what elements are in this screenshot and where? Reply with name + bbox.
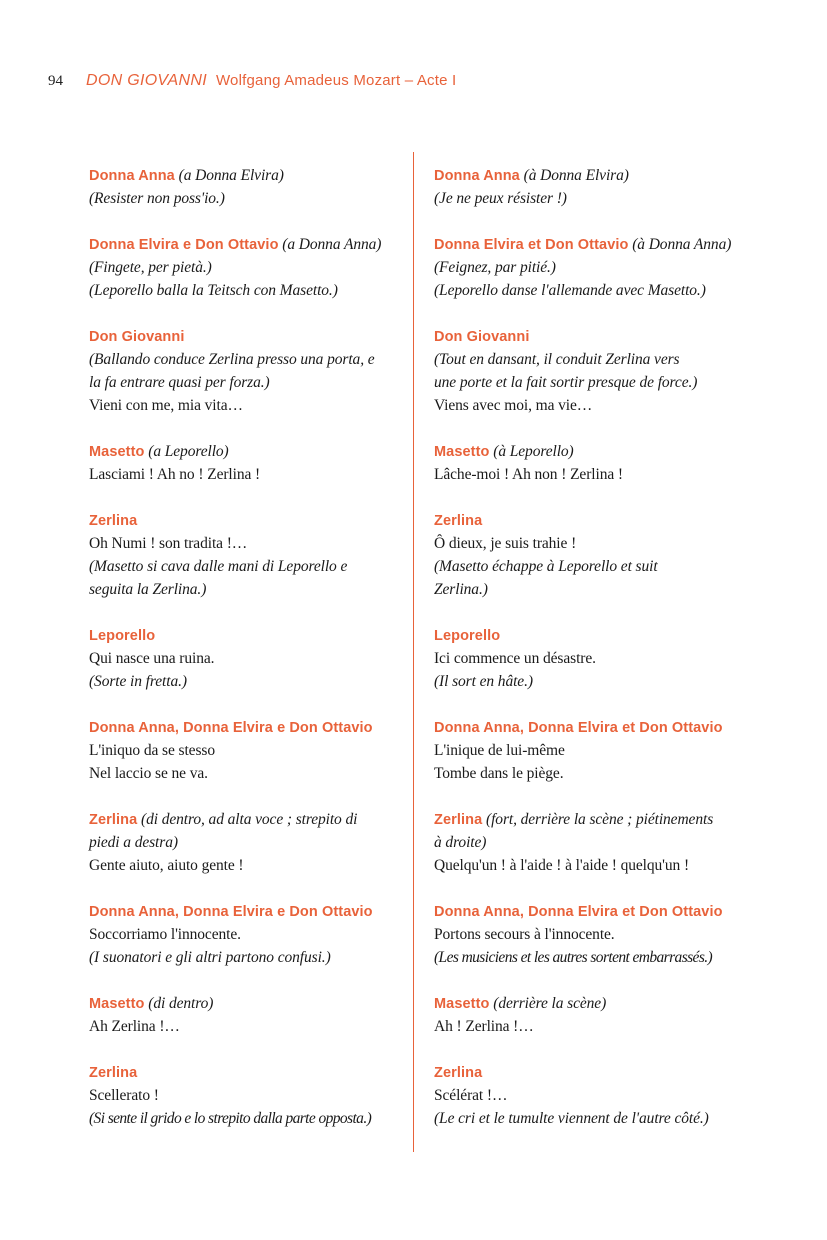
sung-line: Vieni con me, mia vita… <box>89 397 243 414</box>
speaker-name: Zerlina <box>434 812 483 828</box>
dialogue-block <box>89 440 401 486</box>
sung-line: Scélérat !… <box>434 1087 508 1104</box>
speaker-name: Don Giovanni <box>89 329 185 345</box>
speaker-line <box>89 900 401 923</box>
work-subtitle: Wolfgang Amadeus Mozart – Acte I <box>215 72 457 89</box>
dialogue-block <box>434 808 749 877</box>
sung-line: Ah ! Zerlina !… <box>434 1018 534 1035</box>
dialogue-block <box>89 233 401 302</box>
stage-direction: (Feignez, par pitié.) <box>434 259 556 276</box>
dialogue-block <box>89 509 401 601</box>
speaker-line <box>434 624 749 647</box>
stage-direction: piedi a destra) <box>89 834 178 851</box>
stage-direction: (Masetto échappe à Leporello et suit <box>434 558 658 575</box>
speaker-name: Don Giovanni <box>434 329 530 345</box>
speaker-name: Masetto <box>434 996 490 1012</box>
dialogue-block <box>434 440 749 486</box>
column-divider <box>413 152 414 1152</box>
stage-direction: (Sorte in fretta.) <box>89 673 187 690</box>
speaker-line <box>89 440 401 463</box>
speaker-name: Masetto <box>89 996 145 1012</box>
speaker-line <box>434 509 749 532</box>
sung-line: Quelqu'un ! à l'aide ! à l'aide ! quelqu'un ! <box>434 857 690 874</box>
sung-line: Ô dieux, je suis trahie ! <box>434 535 577 552</box>
sung-line: Lasciami ! Ah no ! Zerlina ! <box>89 466 261 483</box>
dialogue-block <box>434 624 749 693</box>
speaker-line <box>434 900 749 923</box>
speaker-line <box>89 509 401 532</box>
speaker-line <box>434 992 749 1015</box>
stage-direction: (Si sente il grido e lo strepito dalla parte opposta.) <box>89 1110 372 1127</box>
sung-line: Viens avec moi, ma vie… <box>434 397 593 414</box>
speaker-name: Donna Anna, Donna Elvira e Don Ottavio <box>89 720 373 736</box>
sung-line: L'iniquo da se stesso <box>89 742 215 759</box>
sung-line: Oh Numi ! son tradita !… <box>89 535 248 552</box>
dialogue-block <box>434 325 749 417</box>
speaker-name: Donna Elvira et Don Ottavio <box>434 237 629 253</box>
speaker-name: Donna Anna <box>89 168 175 184</box>
speaker-name: Donna Anna, Donna Elvira et Don Ottavio <box>434 904 723 920</box>
stage-direction: (Resister non poss'io.) <box>89 190 225 207</box>
speaker-line <box>89 233 401 256</box>
stage-direction: une porte et la fait sortir presque de force.) <box>434 374 698 391</box>
dialogue-block <box>434 233 749 302</box>
stage-direction: (di dentro) <box>144 995 214 1012</box>
work-title: DON GIOVANNI <box>86 72 207 89</box>
sung-line: Ah Zerlina !… <box>89 1018 180 1035</box>
dialogue-block <box>89 1061 401 1130</box>
sung-line: Nel laccio se ne va. <box>89 765 208 782</box>
sung-line: Portons secours à l'innocente. <box>434 926 615 943</box>
stage-direction: à droite) <box>434 834 487 851</box>
speaker-line <box>434 808 749 831</box>
stage-direction: (Leporello danse l'allemande avec Masetto.) <box>434 282 706 299</box>
speaker-line <box>89 716 401 739</box>
sung-line: Lâche-moi ! Ah non ! Zerlina ! <box>434 466 623 483</box>
dialogue-block <box>89 808 401 877</box>
speaker-name: Leporello <box>434 628 501 644</box>
speaker-line <box>89 325 401 348</box>
stage-direction: seguita la Zerlina.) <box>89 581 207 598</box>
speaker-line <box>434 440 749 463</box>
french-column <box>434 164 749 1153</box>
page-header <box>48 72 456 90</box>
stage-direction: (derrière la scène) <box>489 995 607 1012</box>
stage-direction: (a Donna Elvira) <box>174 167 284 184</box>
speaker-line <box>89 808 401 831</box>
speaker-name: Zerlina <box>434 513 483 529</box>
speaker-line <box>89 164 401 187</box>
speaker-name: Masetto <box>89 444 145 460</box>
stage-direction: (Masetto si cava dalle mani di Leporello e <box>89 558 348 575</box>
sung-line: Scellerato ! <box>89 1087 159 1104</box>
dialogue-block <box>434 992 749 1038</box>
speaker-name: Zerlina <box>89 513 138 529</box>
dialogue-block <box>434 509 749 601</box>
speaker-line <box>89 992 401 1015</box>
stage-direction: (à Leporello) <box>489 443 574 460</box>
speaker-line <box>434 1061 749 1084</box>
dialogue-block <box>89 716 401 785</box>
page-number: 94 <box>48 73 63 89</box>
speaker-name: Zerlina <box>434 1065 483 1081</box>
stage-direction: (Leporello balla la Teitsch con Masetto.) <box>89 282 338 299</box>
dialogue-block <box>89 624 401 693</box>
dialogue-block <box>89 164 401 210</box>
dialogue-block <box>89 992 401 1038</box>
dialogue-block <box>89 325 401 417</box>
sung-line: Gente aiuto, aiuto gente ! <box>89 857 244 874</box>
stage-direction: (à Donna Elvira) <box>519 167 629 184</box>
stage-direction: Zerlina.) <box>434 581 488 598</box>
stage-direction: (Il sort en hâte.) <box>434 673 533 690</box>
speaker-line <box>434 164 749 187</box>
speaker-name: Donna Anna, Donna Elvira e Don Ottavio <box>89 904 373 920</box>
sung-line: Qui nasce una ruina. <box>89 650 215 667</box>
sung-line: Tombe dans le piège. <box>434 765 564 782</box>
dialogue-block <box>434 1061 749 1130</box>
stage-direction: (Tout en dansant, il conduit Zerlina vers <box>434 351 680 368</box>
speaker-name: Masetto <box>434 444 490 460</box>
stage-direction: (Les musiciens et les autres sortent embarrassés.) <box>434 949 713 966</box>
stage-direction: (a Leporello) <box>144 443 229 460</box>
sung-line: Soccorriamo l'innocente. <box>89 926 241 943</box>
speaker-name: Donna Anna <box>434 168 520 184</box>
sung-line: Ici commence un désastre. <box>434 650 596 667</box>
speaker-name: Donna Anna, Donna Elvira et Don Ottavio <box>434 720 723 736</box>
stage-direction: (Fingete, per pietà.) <box>89 259 212 276</box>
stage-direction: (a Donna Anna) <box>278 236 382 253</box>
sung-line: L'inique de lui-même <box>434 742 565 759</box>
stage-direction: (Je ne peux résister !) <box>434 190 567 207</box>
speaker-name: Zerlina <box>89 1065 138 1081</box>
dialogue-block <box>434 164 749 210</box>
stage-direction: (Le cri et le tumulte viennent de l'autre côté.) <box>434 1110 709 1127</box>
stage-direction: (I suonatori e gli altri partono confusi.) <box>89 949 331 966</box>
stage-direction: (Ballando conduce Zerlina presso una porta, e <box>89 351 375 368</box>
italian-column <box>89 164 401 1153</box>
dialogue-block <box>89 900 401 969</box>
speaker-line <box>434 233 749 256</box>
speaker-line <box>434 325 749 348</box>
stage-direction: (à Donna Anna) <box>628 236 732 253</box>
speaker-line <box>89 624 401 647</box>
speaker-line <box>89 1061 401 1084</box>
stage-direction: (fort, derrière la scène ; piétinements <box>482 811 714 828</box>
speaker-line <box>434 716 749 739</box>
dialogue-block <box>434 900 749 969</box>
speaker-name: Leporello <box>89 628 156 644</box>
speaker-name: Zerlina <box>89 812 138 828</box>
speaker-name: Donna Elvira e Don Ottavio <box>89 237 279 253</box>
stage-direction: la fa entrare quasi per forza.) <box>89 374 270 391</box>
dialogue-block <box>434 716 749 785</box>
stage-direction: (di dentro, ad alta voce ; strepito di <box>137 811 358 828</box>
